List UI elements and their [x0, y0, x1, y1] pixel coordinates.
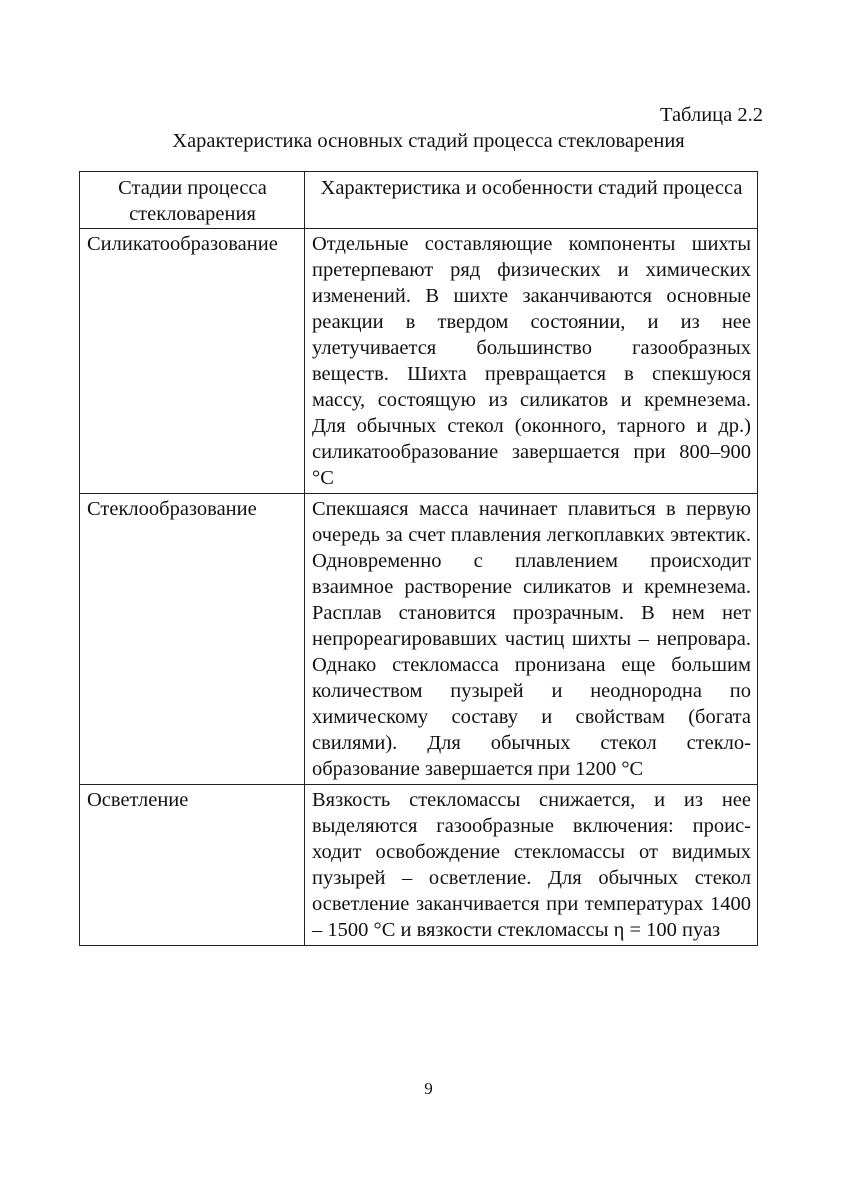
stage-name: Силикатообразование — [80, 229, 305, 494]
stage-name: Стеклообразование — [80, 494, 305, 785]
stages-table — [79, 171, 758, 946]
table-header-row — [80, 172, 758, 229]
page-number: 9 — [424, 1079, 433, 1098]
table-row — [80, 229, 758, 494]
table-row — [80, 494, 758, 785]
header-stages: Стадии процесса стекловарения — [80, 172, 305, 229]
stage-description: Отдельные составляющие компоненты шихты претерпевают ряд физических и химических изменений. В шихте заканчиваются основные реакции в твердом состоянии, и из нее улетучивается большинство газообразных веществ. Шихта превращается в спекшуюся массу, состоящую из силикатов и кремнезема. Для обычных стекол (оконного, тарного и др.) силикатообразование завершается при 800–900 °С — [305, 229, 758, 494]
table-row — [80, 785, 758, 946]
table-label: Таблица 2.2 — [659, 104, 763, 126]
table-title: Характеристика основных стадий процесса стекловарения — [172, 130, 685, 152]
stage-description: Вязкость стекломассы снижается, и из нее выделяются газообразные включения: происходит освобождение стекломассы от видимых пузырей – осветление. Для обычных стекол осветление заканчивается при температурах 1400 – 1500 °С и вязкости стекломассы η = 100 пуаз — [305, 785, 758, 946]
header-characteristics: Характеристика и особенности стадий процесса — [305, 172, 758, 229]
stage-name: Осветление — [80, 785, 305, 946]
stage-description: Спекшаяся масса начинает плавиться в первую очередь за счет плавления легкоплавких эвтектик. Одновременно с плавлением происходит взаимное растворение силикатов и кремнезема. Расплав становится прозрачным. В нем нет непрореагировавших частиц шихты – непровара. Однако стекломасса пронизана еще большим количеством пузырей и неоднородна по химическому составу и свойствам (богата свилями). Для обычных стекол стеклообразование завершается при 1200 °С — [305, 494, 758, 785]
